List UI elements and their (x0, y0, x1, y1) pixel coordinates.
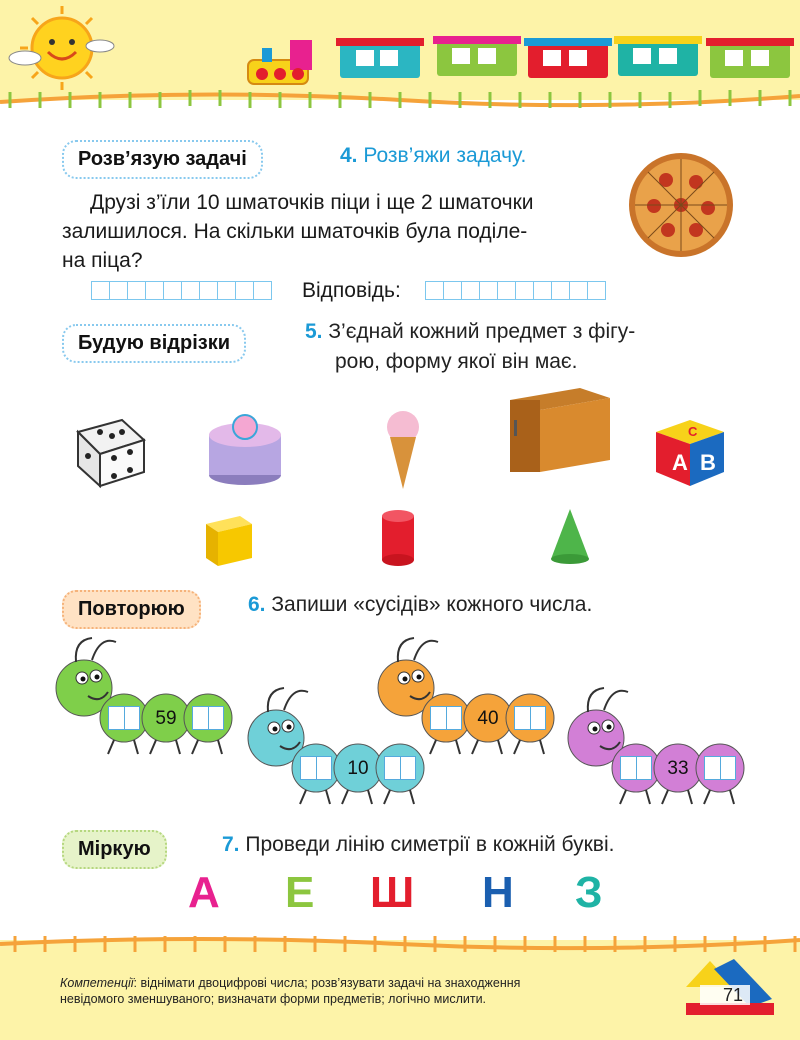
train-icon (248, 36, 794, 84)
caterpillar (48, 630, 248, 770)
answer-grid[interactable] (426, 281, 606, 302)
svg-text:B: B (700, 450, 716, 475)
caterpillar-number: 59 (155, 708, 177, 729)
section-badge-repeat: Повторюю (62, 590, 201, 629)
caterpillar-number: 10 (347, 758, 369, 779)
neighbor-after-input[interactable] (192, 706, 224, 730)
caterpillar (560, 680, 760, 820)
task-4-heading (340, 144, 526, 168)
pizza-icon (626, 150, 736, 260)
problem-line-1: Друзі з’їли 10 шматочків піци і ще 2 шматочки (90, 191, 534, 214)
task-6-heading (248, 593, 592, 617)
cube-icon[interactable] (200, 510, 260, 570)
section-badge-segments: Будую відрізки (62, 324, 246, 363)
section-badge-solve: Розв’язую задачі (62, 140, 263, 179)
dice-icon[interactable] (70, 410, 150, 490)
caterpillar (370, 630, 570, 770)
neighbor-after-input[interactable] (514, 706, 546, 730)
ice-cream-icon[interactable] (378, 405, 428, 495)
competencies-text (60, 975, 650, 1007)
answer-label: Відповідь: (302, 279, 401, 302)
task-4-number: 4. (340, 144, 358, 167)
letter-a[interactable]: А (188, 868, 220, 917)
neighbor-after-input[interactable] (704, 756, 736, 780)
svg-text:A: A (672, 450, 688, 475)
task-5-heading (305, 320, 635, 344)
cylinder-icon[interactable] (378, 508, 418, 568)
solution-grid[interactable] (92, 281, 272, 302)
neighbor-before-input[interactable] (430, 706, 462, 730)
task-7-number: 7. (222, 833, 240, 856)
task-6-number: 6. (248, 593, 266, 616)
caterpillar-body (48, 630, 248, 770)
problem-line-3: на піца? (62, 249, 143, 272)
letter-ye[interactable]: Е (285, 868, 315, 917)
task-7-heading (222, 833, 614, 857)
task-6-text: Запиши «сусідів» кожного числа. (271, 593, 593, 616)
neighbor-before-input[interactable] (300, 756, 332, 780)
task-5-line-1: З’єднай кожний предмет з фігу- (328, 320, 636, 343)
caterpillar-body (560, 680, 760, 820)
section-badge-think: Міркую (62, 830, 167, 869)
task-7-text: Проведи лінію симетрії в кожній букві. (245, 833, 615, 856)
cone-icon[interactable] (545, 505, 595, 567)
problem-line-2: залишилося. На скільки шматочків була поділе- (62, 220, 528, 243)
letter-ze[interactable]: З (575, 868, 603, 917)
task-4-text: Розв’яжи задачу. (363, 144, 527, 167)
neighbor-before-input[interactable] (620, 756, 652, 780)
competencies-line-2: невідомого зменшуваного; визначати форми предметів; логічно мислити. (60, 992, 487, 1006)
cabinet-icon[interactable] (500, 380, 620, 480)
abc-block-icon[interactable] (650, 410, 730, 490)
caterpillar-body (370, 630, 570, 770)
neighbor-before-input[interactable] (108, 706, 140, 730)
letter-en[interactable]: Н (482, 868, 514, 917)
header-decoration (0, 0, 800, 115)
task-5-number: 5. (305, 320, 323, 343)
competencies-line-1: : віднімати двоцифрові числа; розв’язувати задачі на знаходження (133, 976, 521, 990)
caterpillar-number: 33 (667, 758, 689, 779)
gift-box-icon[interactable] (195, 405, 295, 490)
task-5-line-2: рою, форму якої він має. (335, 350, 578, 373)
competencies-prefix: Компетенції (60, 976, 134, 990)
caterpillar-number: 40 (477, 708, 499, 729)
page-number: 71 (722, 985, 744, 1005)
svg-text:C: C (688, 424, 698, 439)
letter-sha[interactable]: Ш (370, 868, 415, 917)
